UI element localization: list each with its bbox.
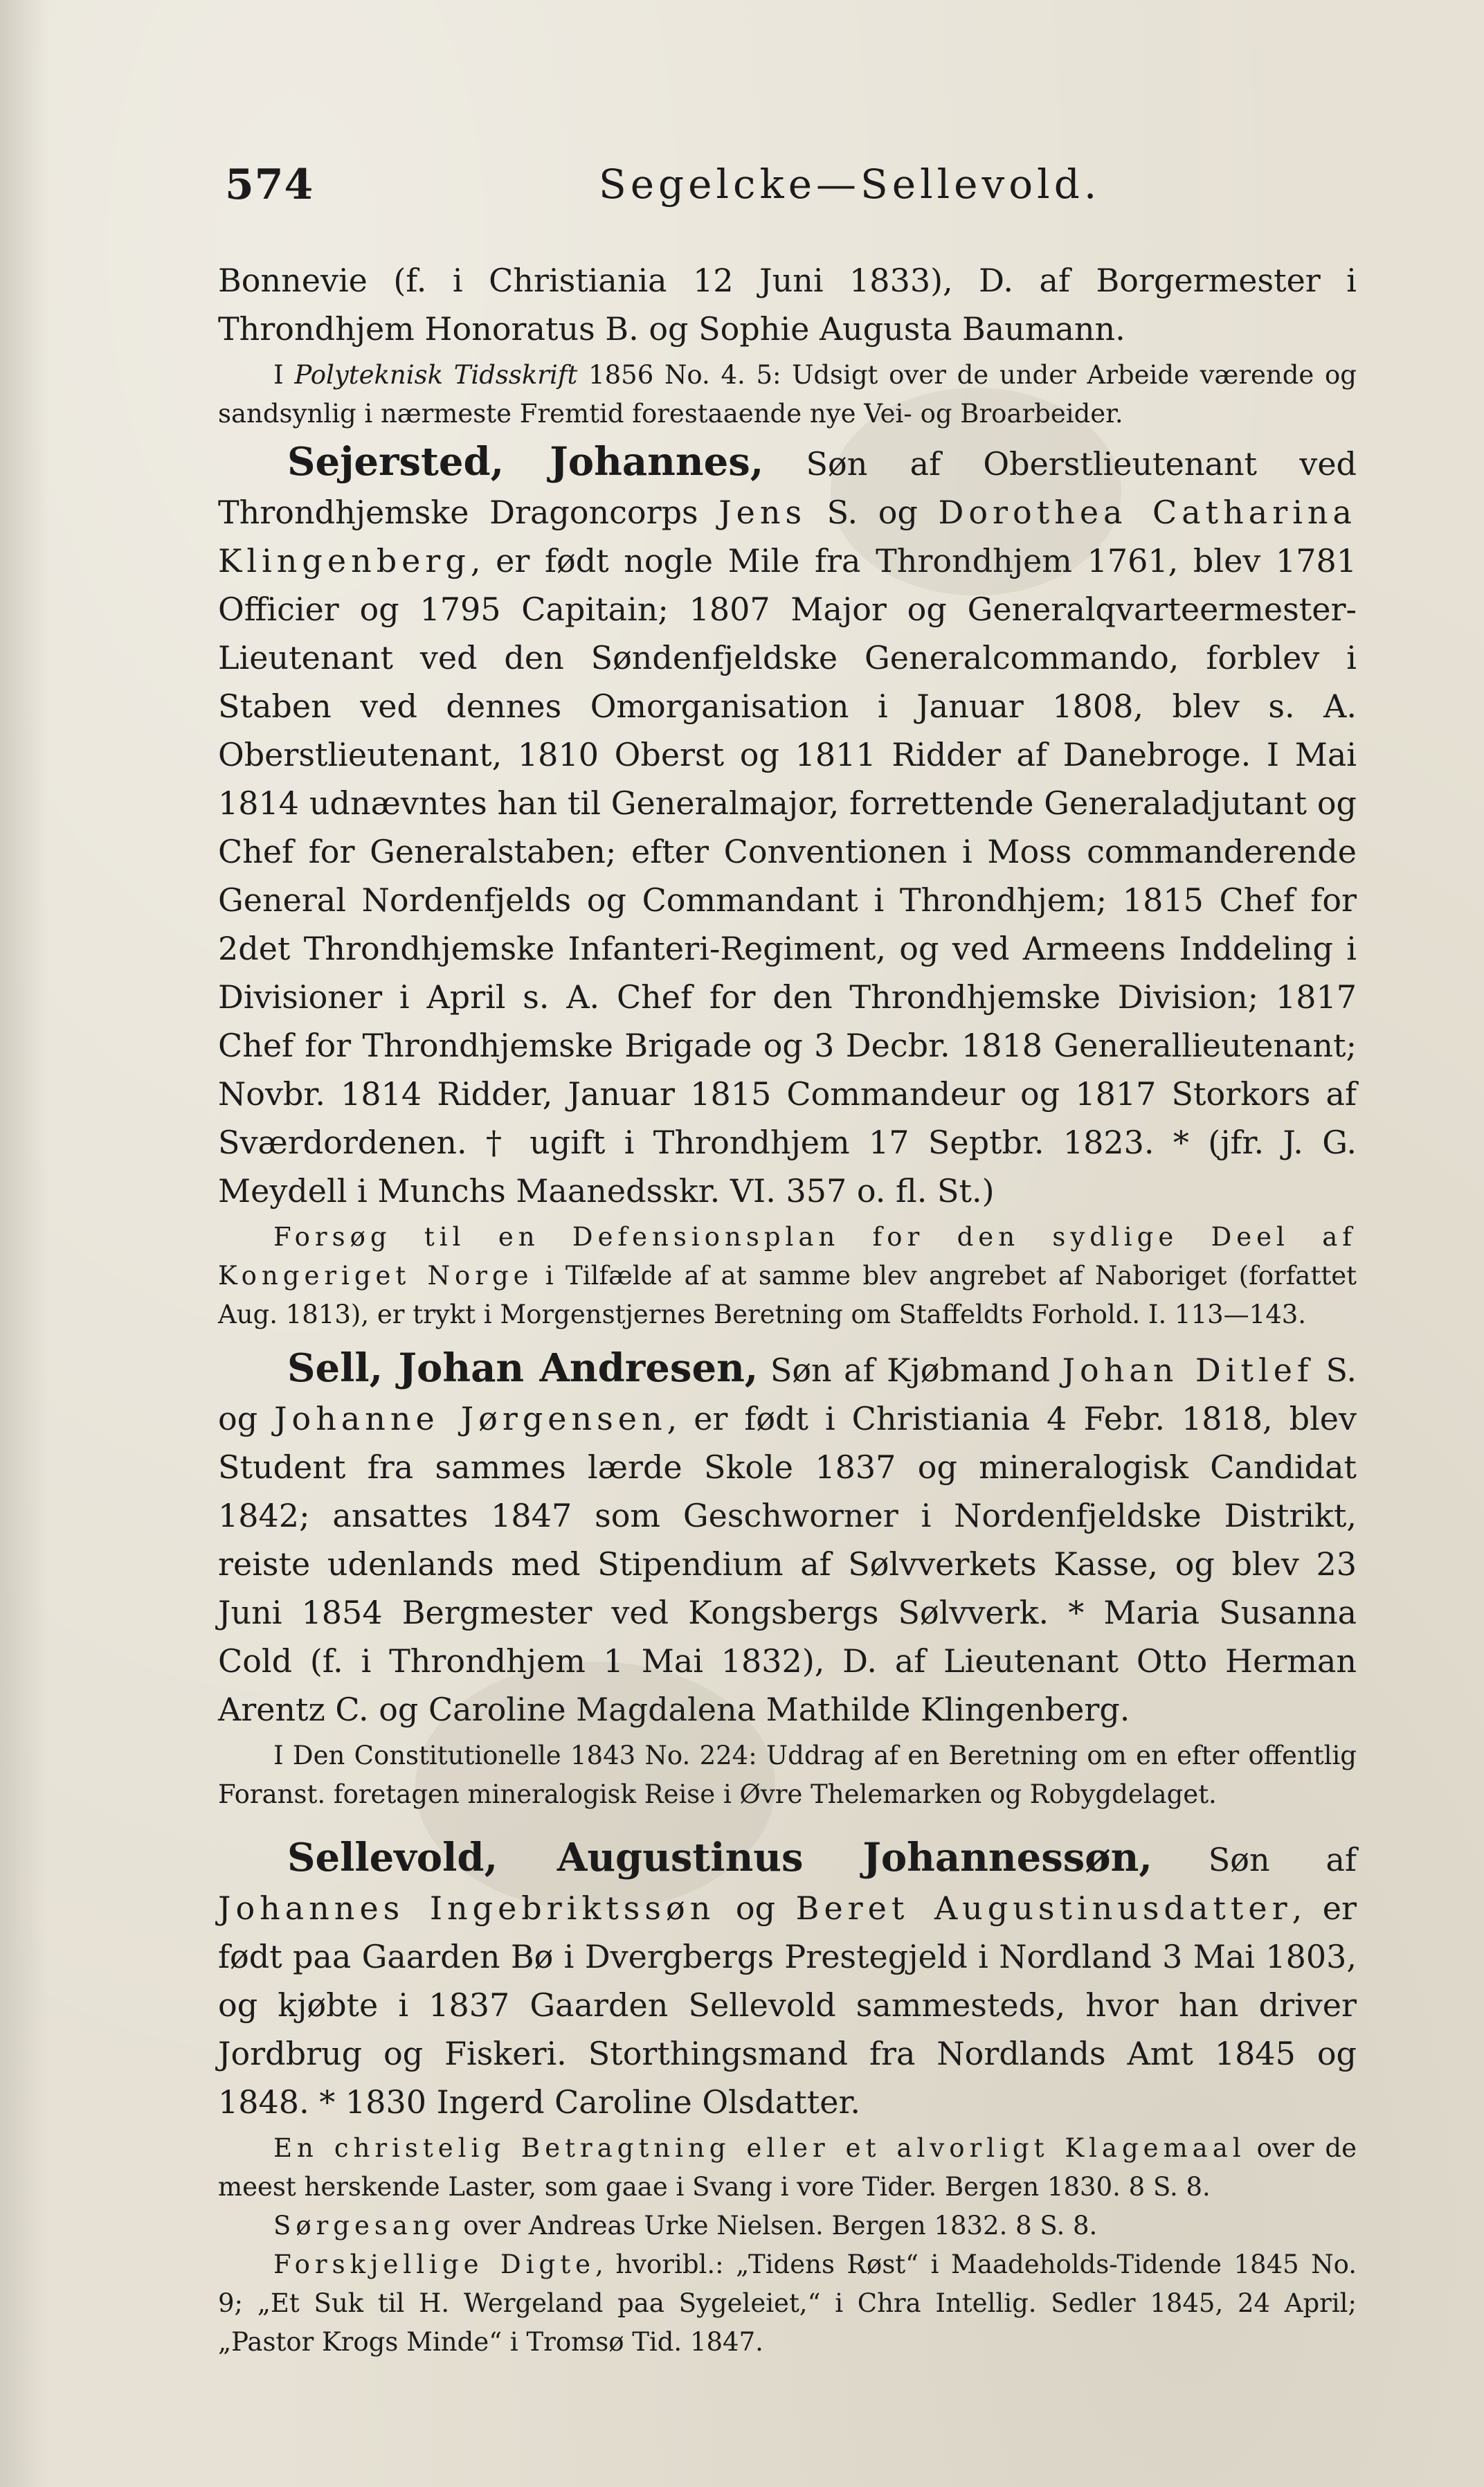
- entry-name: Sell, Johan Andresen,: [287, 1345, 759, 1391]
- carryover-note: I Polyteknisk Tidsskrift 1856 No. 4. 5: Udsigt over de under Arbeide værende og sandsynlig i nærmeste Fremtid forestaaende nye Vei- og Broarbeider.: [218, 360, 1357, 429]
- page-body: [218, 256, 1357, 2362]
- bibliography-item: Forsøg til en Defensionsplan for den sydlige Deel af Kongeriget Norge i Tilfælde af at samme blev angrebet af Naboriget (forfattet Aug. 1813), er trykt i Morgenstjernes Beretning om Staffeldts Forhold. I. 113—143.: [218, 1222, 1357, 1329]
- entry-name: Sejersted, Johannes,: [287, 439, 764, 485]
- page-number: 574: [225, 161, 314, 209]
- bibliography-item: Forskjellige Digte, hvoribl.: „Tidens Røst“ i Maadeholds-Tidende 1845 No. 9; „Et Suk til H. Wergeland paa Sygeleiet,“ i Chra Intellig. Sedler 1845, 24 April; „Pastor Krogs Minde“ i Tromsø Tid. 1847.: [218, 2250, 1357, 2357]
- entry-name: Sellevold, Augustinus Johannessøn,: [287, 1835, 1152, 1880]
- bibliography-item: En christelig Betragtning eller et alvorligt Klagemaal over de meest herskende Laster, som gaae i Svang i vore Tider. Bergen 1830. 8 S. 8.: [218, 2133, 1357, 2202]
- bibliography-item: I Den Constitutionelle 1843 No. 224: Uddrag af en Beretning om en efter offentlig Foranst. foretagen mineralogisk Reise i Øvre Thelemarken og Robygdelaget.: [218, 1741, 1357, 1809]
- page-header: [225, 161, 1332, 223]
- biography-entry: Sell, Johan Andresen, Søn af Kjøbmand Johan Ditlef S. og Johanne Jørgensen, er født i Christiania 4 Febr. 1818, blev Student fra sammes lærde Skole 1837 og mineralogisk Candidat 1842; ansattes 1847 som Geschworner i Nordenfjeldske Distrikt, reiste udenlands med Stipendium af Sølvverkets Kasse, og blev 23 Juni 1854 Bergmester ved Kongsbergs Sølvverk. * Maria Susanna Cold (f. i Throndhjem 1 Mai 1832), D. af Lieutenant Otto Herman Arentz C. og Caroline Magdalena Mathilde Klingenberg.: [218, 1345, 1357, 1728]
- running-title: Segelcke—Sellevold.: [599, 161, 1101, 208]
- biography-entry: Sejersted, Johannes, Søn af Oberstlieutenant ved Throndhjemske Dragoncorps Jens S. og Dorothea Catharina Klingenberg, er født nogle Mile fra Throndhjem 1761, blev 1781 Officier og 1795 Capitain; 1807 Major og Generalqvarteermester-Lieutenant ved den Søndenfjeldske Generalcommando, forblev i Staben ved dennes Omorganisation i Januar 1808, blev s. A. Oberstlieutenant, 1810 Oberst og 1811 Ridder af Danebroge. I Mai 1814 udnævntes han til Generalmajor, forrettende Generaladjutant og Chef for Generalstaben; efter Conventionen i Moss commanderende General Nordenfjelds og Commandant i Throndhjem; 1815 Chef for 2det Throndhjemske Infanteri-Regiment, og ved Armeens Inddeling i Divisioner i April s. A. Chef for den Throndhjemske Division; 1817 Chef for Throndhjemske Brigade og 3 Decbr. 1818 Generallieutenant; Novbr. 1814 Ridder, Januar 1815 Commandeur og 1817 Storkors af Sværdordenen. † ugift i Throndhjem 17 Septbr. 1823. * (jfr. J. G. Meydell i Munchs Maanedsskr. VI. 357 o. fl. St.): [218, 439, 1357, 1210]
- biography-entry: Sellevold, Augustinus Johannessøn, Søn af Johannes Ingebriktssøn og Beret Augustinusdatter, er født paa Gaarden Bø i Dvergbergs Prestegjeld i Nordland 3 Mai 1803, og kjøbte i 1837 Gaarden Sellevold sammesteds, hvor han driver Jordbrug og Fiskeri. Storthingsmand fra Nordlands Amt 1845 og 1848. * 1830 Ingerd Caroline Olsdatter.: [218, 1835, 1357, 2121]
- bibliography-item: Sørgesang over Andreas Urke Nielsen. Bergen 1832. 8 S. 8.: [273, 2211, 1098, 2241]
- carryover-paragraph: Bonnevie (f. i Christiania 12 Juni 1833), D. af Borgermester i Throndhjem Honoratus B. og Sophie Augusta Baumann.: [218, 262, 1357, 348]
- page-shadow: [0, 0, 48, 2487]
- journal-title: Polyteknisk Tidsskrift: [294, 360, 578, 390]
